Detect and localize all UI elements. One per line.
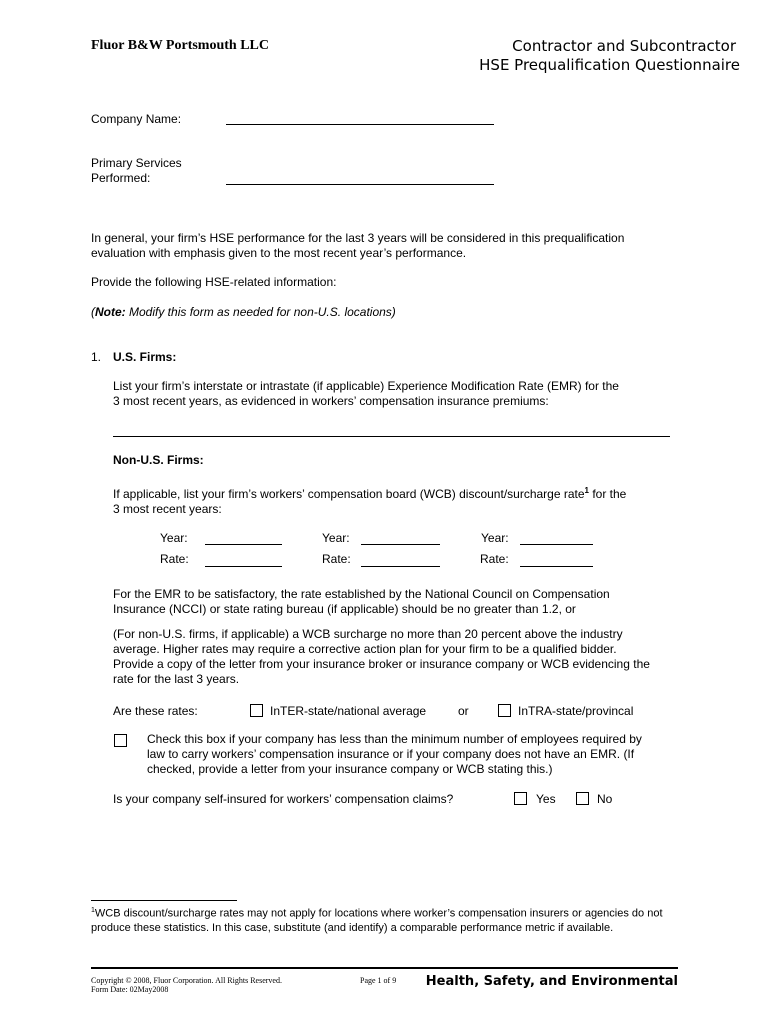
- emr-criteria-text: For the EMR to be satisfactory, the rate established by the National Council on Compensation Insurance (NCCI) or state rating bureau (if applicable) should be no greater than 1.2, or: [113, 587, 610, 616]
- rate-field-2[interactable]: [361, 566, 440, 567]
- primary-services-field[interactable]: [226, 184, 494, 185]
- intra-state-label: InTRA-state/provincal: [518, 704, 634, 718]
- year-field-2[interactable]: [361, 544, 440, 545]
- note-text: (Note: Modify this form as needed for non-U.S. locations): [91, 305, 396, 319]
- primary-services-label: Primary Services Performed:: [91, 156, 182, 185]
- title-line-2: HSE Prequalification Questionnaire: [479, 56, 740, 74]
- no-emr-checkbox[interactable]: [114, 734, 127, 747]
- footer-rule: [91, 967, 678, 969]
- footer-section-title: Health, Safety, and Environmental: [425, 974, 678, 989]
- rate-label-3: Rate:: [480, 552, 509, 566]
- rate-field-3[interactable]: [520, 566, 593, 567]
- intro-paragraph: In general, your firm’s HSE performance for the last 3 years will be considered in this prequalification evaluation with emphasis given to the most recent year’s performance.: [91, 231, 625, 260]
- rate-label-1: Rate:: [160, 552, 189, 566]
- company-name-field[interactable]: [226, 124, 494, 125]
- non-us-firms-heading: Non-U.S. Firms:: [113, 453, 204, 467]
- self-insured-no-label: No: [597, 792, 613, 806]
- year-label-2: Year:: [322, 531, 350, 545]
- self-insured-yes-label: Yes: [536, 792, 556, 806]
- year-field-1[interactable]: [205, 544, 282, 545]
- inter-state-checkbox[interactable]: [250, 704, 263, 717]
- inter-state-label: InTER-state/national average: [270, 704, 427, 718]
- section-number: 1.: [91, 350, 102, 364]
- rates-question: Are these rates:: [113, 704, 198, 718]
- non-us-firms-instructions: If applicable, list your firm’s workers’ compensation board (WCB) discount/surcharge rate$^1$ for the 3 most recent years:: [113, 486, 627, 516]
- company-header: Fluor B&W Portsmouth LLC: [91, 38, 269, 53]
- no-emr-instructions: Check this box if your company has less than the minimum number of employees required by law to carry workers’ compensation insurance or if your company does not have an EMR. (If checked, provide a letter from your insurance company or WCB stating this.): [147, 732, 642, 776]
- rate-label-2: Rate:: [322, 552, 351, 566]
- title-line-1: Contractor and Subcontractor: [512, 37, 736, 55]
- emr-answer-field[interactable]: [113, 436, 670, 437]
- year-label-1: Year:: [160, 531, 188, 545]
- us-firms-instructions: List your firm’s interstate or intrastate (if applicable) Experience Modification Rate (EMR) for the 3 most recent years, as evidenced in workers’ compensation insurance premiums:: [113, 379, 619, 408]
- rate-field-1[interactable]: [205, 566, 282, 567]
- intra-state-checkbox[interactable]: [498, 704, 511, 717]
- year-label-3: Year:: [481, 531, 509, 545]
- footer-copyright-block: [91, 976, 282, 994]
- page-number: Page 1 of 9: [360, 976, 397, 985]
- copyright-text: Copyright © 2008, Fluor Corporation. All Rights Reserved.: [91, 976, 282, 985]
- us-firms-heading: U.S. Firms:: [113, 350, 177, 364]
- self-insured-question: Is your company self-insured for workers’ compensation claims?: [113, 792, 454, 806]
- self-insured-yes-checkbox[interactable]: [514, 792, 527, 805]
- year-field-3[interactable]: [520, 544, 593, 545]
- company-name-label: Company Name:: [91, 112, 182, 126]
- or-text: or: [458, 704, 469, 718]
- wcb-criteria-text: (For non-U.S. firms, if applicable) a WCB surcharge no more than 20 percent above the industry average. Higher rates may require a corrective action plan for your firm to be a qualified bidder. Provide a copy of the letter from your insurance broker or insurance company or WCB evidencing the rate for the last 3 years.: [113, 627, 650, 686]
- form-date-text: Form Date: 02May2008: [91, 985, 169, 994]
- document-title: [479, 37, 740, 75]
- self-insured-no-checkbox[interactable]: [576, 792, 589, 805]
- provide-info-text: Provide the following HSE-related information:: [91, 275, 337, 289]
- footnote-separator: [91, 900, 237, 901]
- footnote: $^1$WCB discount/surcharge rates may not apply for locations where worker’s compensation insurers or agencies do not produce these statistics. In this case, substitute (and identify) a comparable performance metric if available.: [91, 907, 663, 934]
